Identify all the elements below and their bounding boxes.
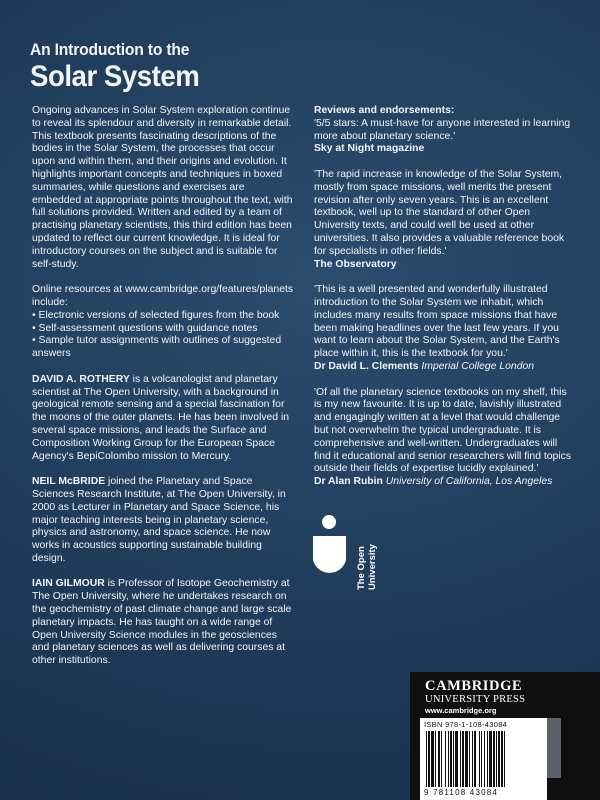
author-bio bbox=[32, 374, 294, 464]
barcode-bar bbox=[481, 731, 482, 787]
review-affiliation: Imperial College London bbox=[421, 360, 535, 372]
barcode-bar bbox=[465, 731, 468, 787]
author-bio-text: is Professor of Isotope Geochemistry at The Open University, where he undertakes research on the geochemistry of past climate change and large scale planetary impacts. He has taught on a wide range of Open University Science modules in the geosciences and planetary sciences as well as delivering courses at other institutions. bbox=[32, 578, 292, 667]
book-description: Ongoing advances in Solar System exploration continue to reveal its splendour and diversity in remarkable detail. This textbook presents fascinating descriptions of the bodies in the Solar System, the processes that occur upon and within them, and their origins and evolution. It highlights important concepts and techniques in boxed summaries, while questions and exercises are embedded at appropriate points throughout the text, with full solutions provided. Written and edited by a team of practising planetary scientists, this third edition has been updated to reflect our current knowledge. It is ideal for introductory courses on the subject and is suitable for self-study. bbox=[32, 105, 293, 270]
barcode-bar bbox=[489, 731, 492, 787]
barcode-bar bbox=[460, 731, 461, 787]
review-source: Sky at Night magazine bbox=[314, 143, 425, 155]
review-affiliation: University of California, Los Angeles bbox=[385, 476, 553, 488]
barcode-bar bbox=[474, 731, 476, 787]
barcode-bar bbox=[501, 731, 503, 787]
barcode-bar bbox=[435, 731, 436, 787]
ou-logo-body-icon bbox=[313, 536, 346, 573]
ou-logo-text-line2: University bbox=[367, 544, 378, 590]
publisher-url: www.cambridge.org bbox=[425, 706, 497, 715]
barcode-bar bbox=[453, 731, 454, 787]
barcode-bar bbox=[504, 731, 505, 787]
resource-item: • Self-assessment questions with guidance notes bbox=[32, 322, 258, 334]
online-resources-intro: Online resources at www.cambridge.org/features/planets include: bbox=[32, 284, 294, 308]
author-bio-text: joined the Planetary and Space Sciences Research Institute, at The Open University, in 2000 as Lecturer in Planetary and Space Science, his major teaching interests being in planetary science, physics and astronomy, and space science. He now works in acoustics supporting sustainable building design. bbox=[32, 476, 286, 564]
barcode-bar bbox=[498, 731, 500, 787]
author-name: DAVID A. ROTHERY bbox=[32, 373, 130, 385]
right-column bbox=[314, 105, 576, 489]
book-title-line2: Solar System bbox=[30, 60, 200, 93]
review-quote: 'Of all the planetary science textbooks on my shelf, this is my new favourite. It is up to date, lavishly illustrated and engagingly written at a level that would challenge but not overwhelm the typical undergraduate. It is comprehensive and well-written. Undergraduates will find it educational and senior researchers will find topics outside their fields of expertise lucidly explained.' bbox=[314, 386, 572, 475]
review-attribution bbox=[314, 476, 576, 489]
barcode-bar bbox=[431, 731, 434, 787]
barcode-bar bbox=[462, 731, 464, 787]
ou-logo-head-icon bbox=[322, 515, 336, 529]
review-quote: 'This is a well presented and wonderfully illustrated introduction to the Solar System we inhabit, which includes many results from space missions that have been making headlines over the last few years. If you want to learn about the Solar System, and the Earth's place within it, this is the textbook for you.' bbox=[314, 284, 560, 360]
barcode-bar bbox=[438, 731, 440, 787]
isbn-label: ISBN 978-1-108-43084 bbox=[424, 720, 508, 729]
author-bio bbox=[32, 578, 294, 668]
author-bio bbox=[32, 476, 294, 566]
resource-item: • Electronic versions of selected figures from the book bbox=[32, 309, 280, 321]
barcode-bar bbox=[441, 731, 442, 787]
review-source: Dr David L. Clements bbox=[314, 360, 419, 372]
publisher-press: UNIVERSITY PRESS bbox=[425, 694, 526, 705]
publisher-name: CAMBRIDGE bbox=[425, 678, 523, 694]
barcode-bleed bbox=[547, 718, 561, 778]
review-attribution bbox=[314, 361, 576, 374]
review-quote: 'The rapid increase in knowledge of the Solar System, mostly from space missions, well merits the present revision after only seven years. This is an excellent textbook, well up to the standard of other Open University texts, and could well be used at other universities. It also provides a valuable reference book for specialists in other fields.' bbox=[314, 168, 565, 257]
barcode-icon bbox=[424, 731, 543, 787]
barcode-bar bbox=[479, 731, 480, 787]
author-bio-text: is a volcanologist and planetary scientist at The Open University, with a background in geological remote sensing and a special fascination for the moons of the outer planets. He has been involved in several space missions, and leads the Surface and Composition Working Group for the European Space Agency's BepiColombo mission to Mercury. bbox=[32, 373, 290, 462]
author-name: NEIL McBRIDE bbox=[32, 476, 106, 488]
ou-logo-text-line1: The Open bbox=[356, 546, 367, 590]
left-column bbox=[32, 105, 294, 668]
barcode-bar bbox=[426, 731, 427, 787]
resource-item: • Sample tutor assignments with outlines of suggested answers bbox=[32, 335, 282, 360]
barcode-bar bbox=[428, 731, 430, 787]
barcode-box bbox=[420, 718, 547, 800]
reviews-heading: Reviews and endorsements: bbox=[314, 105, 455, 116]
review-source: The Observatory bbox=[314, 258, 397, 270]
barcode-bar bbox=[450, 731, 452, 787]
barcode-bar bbox=[493, 731, 495, 787]
barcode-bar bbox=[469, 731, 470, 787]
open-university-logo bbox=[312, 512, 384, 598]
review-source: Dr Alan Rubin bbox=[314, 476, 383, 488]
review-quote: '5/5 stars: A must-have for anyone interested in learning more about planetary science.' bbox=[314, 117, 571, 142]
barcode-bar bbox=[487, 731, 488, 787]
book-title-line1: An Introduction to the bbox=[30, 40, 190, 59]
barcode-bar bbox=[496, 731, 497, 787]
barcode-bar bbox=[448, 731, 449, 787]
barcode-bar bbox=[472, 731, 473, 787]
barcode-digits: 9 781108 43084 bbox=[424, 788, 499, 797]
barcode-bar bbox=[445, 731, 446, 787]
barcode-bar bbox=[484, 731, 485, 787]
author-name: IAIN GILMOUR bbox=[32, 578, 105, 590]
barcode-bar bbox=[455, 731, 458, 787]
